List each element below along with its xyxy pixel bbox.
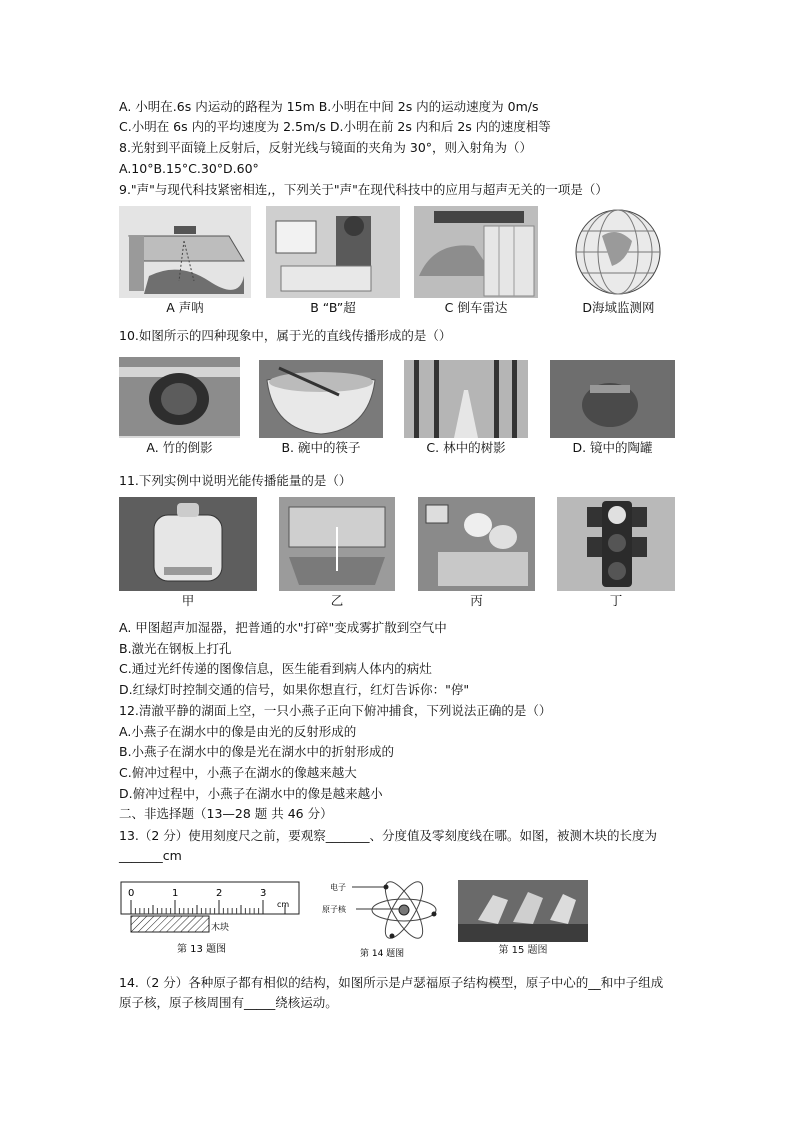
q12-stem: 12.清澈平静的湖面上空，一只小燕子正向下俯冲捕食，下列说法正确的是（）: [119, 703, 552, 718]
figure-13-caption: 第 13 题图: [177, 944, 227, 955]
q11-caption-yi: 乙: [279, 591, 395, 611]
fiber-endoscope-photo: [418, 497, 535, 591]
q13-stem: 13.（2 分）使用刻度尺之前，要观察_______、分度值及零刻度线在哪。如图，被测木块的长度为_______cm: [119, 828, 658, 863]
wood-block: [131, 916, 209, 932]
q8-options: A.10°B.15°C.30°D.60°: [119, 161, 259, 176]
ruler-tick-0: 0: [128, 888, 135, 899]
ruler-tick-1: 1: [172, 888, 179, 899]
figure-15-caption: 第 15 题图: [458, 942, 588, 960]
ruler-tick-2: 2: [216, 888, 223, 899]
q9-figure-sonar: [119, 206, 251, 318]
figure-14-atom-model: [322, 878, 442, 960]
q12-option-a: A.小燕子在湖水中的像是由光的反射形成的: [119, 724, 357, 739]
q11-option-a: A. 甲图超声加湿器，把普通的水"打碎"变成雾扩散到空气中: [119, 620, 447, 635]
figure-14-caption: 第 14 题图: [360, 949, 405, 959]
q9-figure-c-parking-radar: [414, 206, 538, 318]
nucleus-label: 原子核: [322, 905, 346, 914]
q11-figure-yi: [279, 497, 395, 611]
globe-grid-illustration: [562, 206, 675, 298]
humidifier-photo: [119, 497, 257, 591]
q11-option-c: C.通过光纤传递的图像信息，医生能看到病人体内的病灶: [119, 661, 432, 676]
q14-stem: 14.（2 分）各种原子都有相似的结构，如图所示是卢瑟福原子结构模型，原子中心的__和中子组成原子核，原子核周围有_____绕核运动。: [119, 975, 664, 1010]
q11-caption-jia: 甲: [119, 591, 257, 611]
q9-figure-b-ultrasound: [266, 206, 400, 318]
q10-caption-a: A. 竹的倒影: [119, 438, 240, 458]
q11-figure-ding: [557, 497, 675, 611]
bowl-chopsticks-photo: [259, 360, 383, 438]
bridge-reflection-photo: [119, 357, 240, 436]
q10-figure-d: [550, 360, 675, 458]
electron-dot: [384, 885, 389, 890]
forest-shadow-photo: [404, 360, 528, 438]
wood-block-label: 木块: [211, 923, 230, 933]
ruler-diagram: [119, 880, 304, 960]
nucleus-dot: [399, 905, 409, 915]
q7-options-cd: C.小明在 6s 内的平均速度为 2.5m/s D.小明在前 2s 内和后 2s 内的速度相等: [119, 119, 551, 134]
q10-caption-d: D. 镜中的陶罐: [550, 438, 675, 458]
q7-options-ab: A. 小明在.6s 内运动的路程为 15m B.小明在中间 2s 内的运动速度为 0m/s: [119, 99, 539, 114]
q9-figure-d-ocean-monitoring: [562, 206, 675, 318]
q9-caption-d: D海域监测网: [562, 298, 675, 318]
q10-caption-b: B. 碗中的筷子: [259, 438, 383, 458]
q11-figure-bing: [418, 497, 535, 611]
figure-15-sprinters: [458, 880, 588, 960]
q12-option-c: C.俯冲过程中，小燕子在湖水的像越来越大: [119, 765, 357, 780]
q8-stem: 8.光射到平面镜上反射后，反射光线与镜面的夹角为 30°，则入射角为（）: [119, 140, 533, 155]
sprinters-photo: [458, 880, 588, 942]
q11-figure-jia: [119, 497, 257, 611]
q10-stem: 10.如图所示的四种现象中，属于光的直线传播形成的是（）: [119, 328, 452, 343]
section-two-heading: 二、非选择题（13—28 题 共 46 分）: [119, 806, 333, 821]
q11-stem: 11.下列实例中说明光能传播能量的是（）: [119, 473, 352, 488]
q11-option-b: B.激光在钢板上打孔: [119, 641, 232, 656]
ultrasound-photo: [266, 206, 400, 298]
ruler-unit: cm: [277, 900, 290, 909]
q12-option-b: B.小燕子在湖水中的像是光在湖水中的折射形成的: [119, 744, 395, 759]
figure-13-ruler: [119, 880, 304, 960]
q10-figure-c: [404, 360, 528, 458]
q9-caption-b: B “B”超: [266, 298, 400, 318]
q10-figure-b: [259, 360, 383, 458]
sonar-illustration: [119, 206, 251, 298]
electron-label: 电子: [330, 883, 346, 892]
q11-caption-ding: 丁: [557, 591, 675, 611]
mirror-jar-photo: [550, 360, 675, 438]
q10-caption-c: C. 林中的树影: [404, 438, 528, 458]
q12-option-d: D.俯冲过程中，小燕子在湖水中的像是越来越小: [119, 786, 383, 801]
parking-radar-photo: [414, 206, 538, 298]
atom-diagram: [322, 878, 442, 960]
q11-option-d: D.红绿灯时控制交通的信号，如果你想直行，红灯告诉你："停": [119, 682, 470, 697]
traffic-light-photo: [557, 497, 675, 591]
laser-drilling-photo: [279, 497, 395, 591]
q11-caption-bing: 丙: [418, 591, 535, 611]
q9-caption-a: A 声呐: [119, 298, 251, 318]
ruler-tick-3: 3: [260, 888, 267, 899]
q10-figure-a: [119, 357, 240, 458]
q9-caption-c: C 倒车雷达: [414, 298, 538, 318]
q9-stem: 9."声"与现代科技紧密相连,，下列关于"声"在现代科技中的应用与超声无关的一项是（）: [119, 182, 608, 197]
